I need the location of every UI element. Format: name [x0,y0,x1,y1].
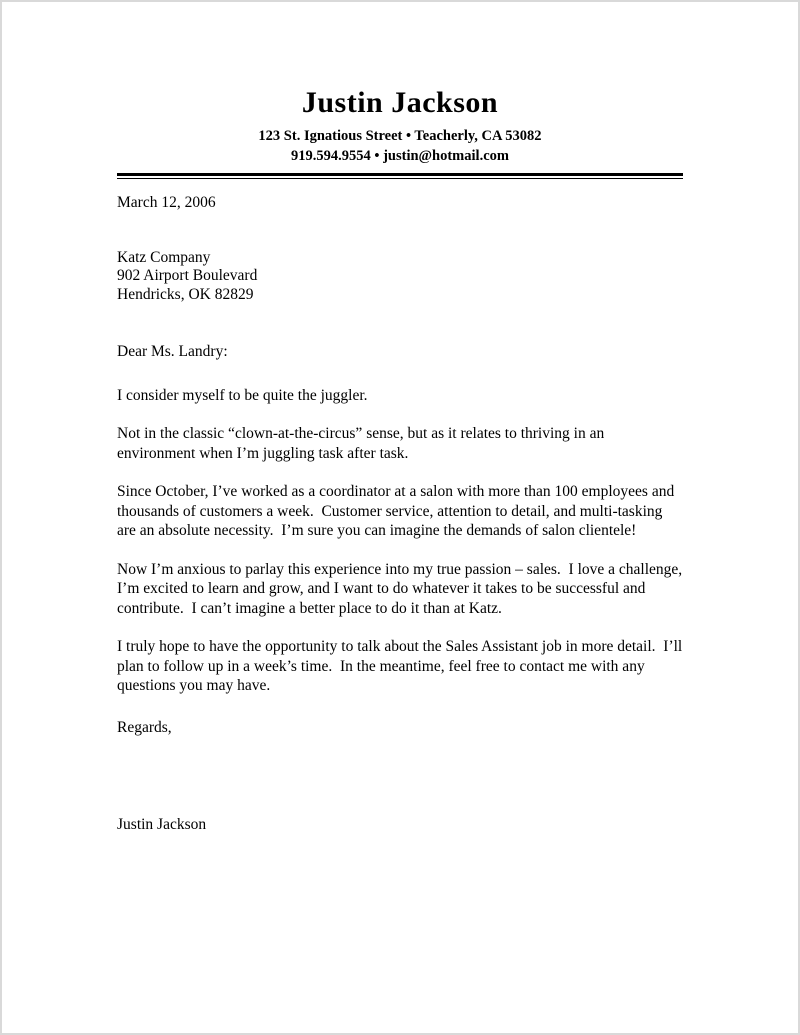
recipient-street: 902 Airport Boulevard [117,267,258,284]
letter-body [117,386,687,696]
sender-address: 123 St. Ignatious Street • Teacherly, CA 53082 [258,128,542,144]
recipient-company: Katz Company [117,248,211,266]
signature-name: Justin Jackson [117,816,207,833]
paragraph: I truly hope to have the opportunity to talk about the Sales Assistant job in more detail. I’ll plan to follow up in a week’s time. In the meantime, feel free to contact me with any questions you may have. [117,638,687,694]
paragraph: Since October, I’ve worked as a coordinator at a salon with more than 100 employees and thousands of customers a week. Customer service, attention to detail, and multi-tasking are an absolute necessity. I’m sure you can imagine the demands of salon clientele! [117,483,679,539]
salutation: Dear Ms. Landry: [117,343,228,360]
letter-header [117,86,683,179]
recipient-city-state-zip: Hendricks, OK 82829 [117,285,254,303]
paragraph: Not in the classic “clown-at-the-circus” sense, but as it relates to thriving in an environment when I’m juggling task after task. [117,425,609,462]
letter-date: March 12, 2006 [117,194,216,211]
header-divider [117,173,683,179]
closing: Regards, [117,718,172,736]
paragraph: I consider myself to be quite the juggler. [117,386,368,404]
sender-contact: 919.594.9554 • justin@hotmail.com [291,148,509,164]
paragraph: Now I’m anxious to parlay this experience into my true passion – sales. I love a challenge, I’m excited to learn and grow, and I want to do whatever it takes to be successful and contribute. I can’t imagine a better place to do it than at Katz. [117,560,687,617]
sender-name: Justin Jackson [301,86,499,119]
recipient-address [117,249,683,305]
letter-content [117,2,687,835]
